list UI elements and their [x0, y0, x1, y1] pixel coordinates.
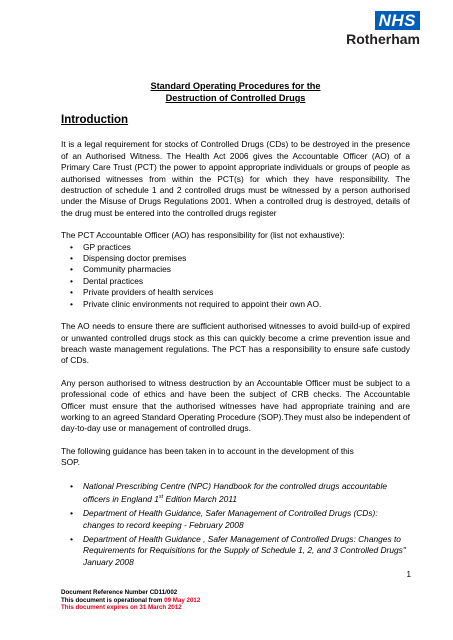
paragraph-authorised-witnesses: The AO needs to ensure there are sufficient authorised witnesses to avoid build-up of expired or unwanted controlled drugs stock as this can quickly become a crime prevention issue and breach waste management regulations. The PCT has a responsibility to ensure safe custody of CDs.	[61, 321, 410, 366]
guidance-references-list	[61, 481, 410, 569]
paragraph-guidance-intro	[61, 446, 410, 469]
responsibility-list	[61, 242, 410, 310]
reference-item-npc	[83, 481, 410, 506]
footer-operational-line	[61, 597, 200, 605]
nhs-logo-box: NHS	[375, 11, 420, 30]
footer-operational-date: 09 May 2012	[164, 596, 201, 604]
reference-text: National Prescribing Centre (NPC) Handbook for the controlled drugs accountable officers in England 1	[83, 480, 387, 504]
nhs-rotherham-logo	[346, 11, 420, 47]
document-title-line-1: Standard Operating Procedures for the	[150, 81, 321, 91]
section-heading-introduction: Introduction	[61, 114, 129, 126]
reference-item-doh-requisitions: • Department of Health Guidance , Safer Management of Controlled Drugs: Changes to Requirements for Requisitions for the Supply of Schedule 1, 2, and 3 Controlled Drugs" January 2008	[83, 534, 410, 568]
reference-superscript: st	[158, 493, 164, 500]
list-item: • Community pharmacies	[83, 264, 410, 275]
document-footer	[61, 589, 200, 612]
paragraph-legal-requirement: It is a legal requirement for stocks of Controlled Drugs (CDs) to be destroyed in the presence of an Authorised Witness. The Health Act 2006 gives the Accountable Officer (AO) of a Primary Care Trust (PCT) the power to appoint appropriate individuals or groups of people as authorised witnesses from within the PCT(s) for which they have responsibility. The destruction of schedule 1 and 2 controlled drugs must be witnessed by a person authorised under the Misuse of Drugs Regulations 2001. When a controlled drug is destroyed, details of the drug must be entered into the controlled drugs register	[61, 139, 410, 218]
reference-item-doh-record-keeping: • Department of Health Guidance, Safer Management of Controlled Drugs (CDs): changes to record keeping - February 2008	[83, 508, 410, 531]
footer-expiry-line: This document expires on 31 March 2012	[61, 604, 182, 611]
list-item: • GP practices	[83, 242, 410, 253]
list-item: • Private clinic environments not required to appoint their own AO.	[83, 299, 410, 310]
organisation-name: Rotherham	[346, 31, 420, 47]
document-title-line-2: Destruction of Controlled Drugs	[165, 93, 306, 103]
document-body	[61, 80, 410, 579]
paragraph-ao-responsibility: The PCT Accountable Officer (AO) has responsibility for (list not exhaustive):	[61, 230, 345, 241]
reference-text: Edition March 2011	[163, 493, 238, 504]
guidance-intro-line-2: SOP.	[61, 457, 80, 468]
footer-operational-prefix: This document is operational from	[61, 596, 165, 604]
guidance-intro-line-1: The following guidance has been taken in to account in the development of this	[61, 445, 354, 456]
page-number: 1	[406, 570, 411, 579]
list-item: • Private providers of health services	[83, 287, 410, 298]
footer-reference-number: Document Reference Number CD11/002	[61, 589, 178, 596]
paragraph-witness-requirements: Any person authorised to witness destruction by an Accountable Officer must be subject to a professional code of ethics and have been the subject of CRB checks. The Accountable Officer must ensure that the authorised witnesses have had appropriate training and are working to an agreed Standard Operating Procedure (SOP).They must also be independent of day-to-day use or management of controlled drugs.	[61, 377, 410, 434]
list-item: • Dental practices	[83, 276, 410, 287]
list-item: • Dispensing doctor premises	[83, 253, 410, 264]
